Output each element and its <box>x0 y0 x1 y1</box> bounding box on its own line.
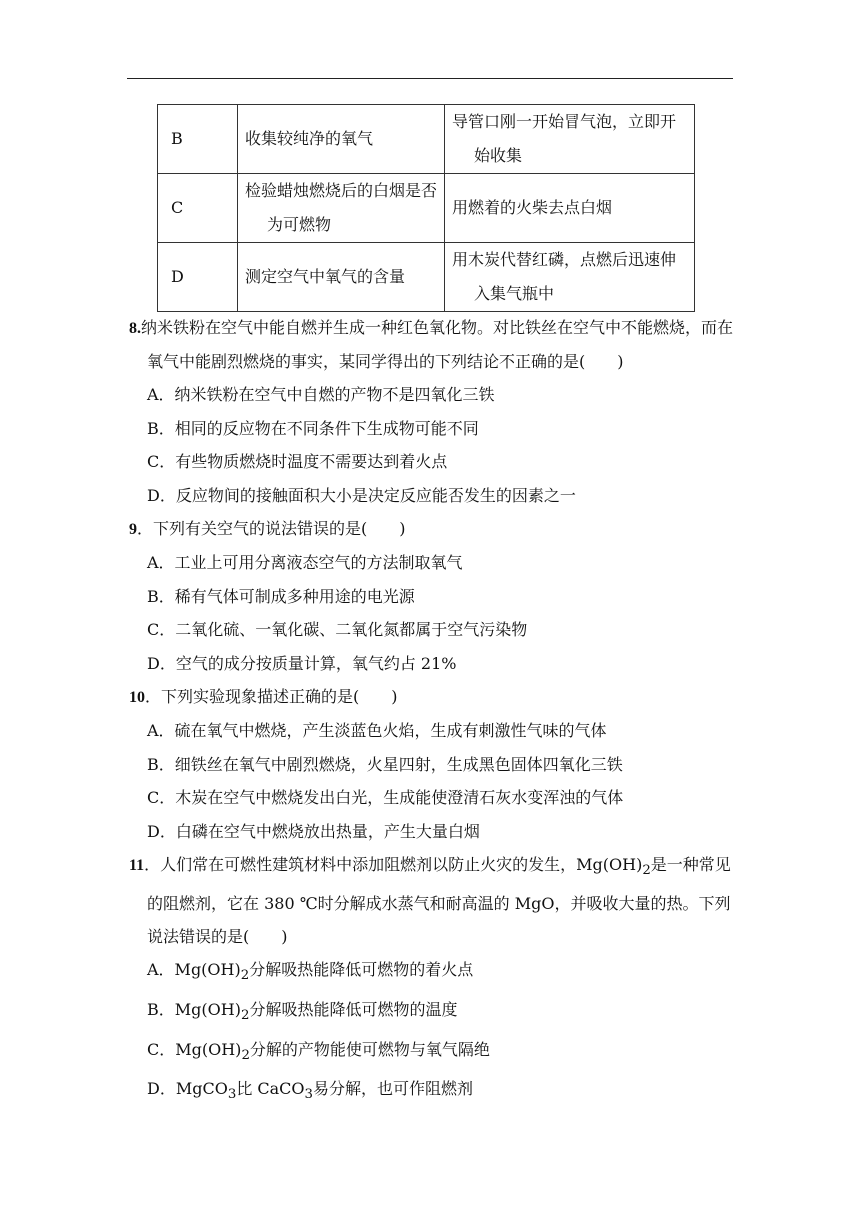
option-b: B．$Mg(OH)_2$分解吸热能降低可燃物的温度 <box>147 999 458 1024</box>
question-stem: 9．下列有关空气的说法错误的是( ) <box>129 519 406 538</box>
option-d: D．MgCO$_3$比 CaCO$_3$易分解，也可作阻燃剂 <box>147 1079 474 1103</box>
table-row <box>158 243 695 312</box>
table-row <box>158 105 695 174</box>
option-b: B．相同的反应物在不同条件下生成物可能不同 <box>147 418 479 438</box>
experiment-method: 用燃着的火柴去点白烟 <box>445 174 695 243</box>
question-stem: 8.纳米铁粉在空气中能自燃并生成一种红色氧化物。对比铁丝在空气中不能燃烧，而在氧气中能剧烈燃烧的事实，某同学得出的下列结论不正确的是( ) <box>129 318 734 371</box>
question-number: 11 <box>129 857 145 874</box>
option-c: C．$Mg(OH)_2$分解的产物能使可燃物与氧气隔绝 <box>147 1039 490 1063</box>
question-11 <box>129 848 741 1112</box>
table-row <box>158 174 695 243</box>
question-number: 10 <box>129 689 145 706</box>
option-a: A．纳米铁粉在空气中自燃的产物不是四氧化三铁 <box>147 385 495 404</box>
header-rule <box>127 78 733 79</box>
option-letter: B <box>158 105 238 174</box>
option-d: D．白磷在空气中燃烧放出热量，产生大量白烟 <box>147 821 480 841</box>
option-c: C．木炭在空气中燃烧发出白光，生成能使澄清石灰水变浑浊的气体 <box>147 788 624 807</box>
question-number: 8. <box>129 320 141 337</box>
experiment-options-table <box>157 104 695 312</box>
question-10 <box>129 680 741 848</box>
option-c: C．有些物质燃烧时温度不需要达到着火点 <box>147 452 448 471</box>
option-letter: D <box>158 243 238 312</box>
option-d: D．空气的成分按质量计算，氧气约占 21% <box>147 653 457 673</box>
question-list <box>129 311 741 1112</box>
question-8 <box>129 311 741 512</box>
option-d: D．反应物间的接触面积大小是决定反应能否发生的因素之一 <box>147 485 576 505</box>
question-stem: 10．下列实验现象描述正确的是( ) <box>129 687 398 706</box>
experiment-purpose: 收集较纯净的氧气 <box>238 105 445 174</box>
question-number: 9 <box>129 521 137 538</box>
question-stem: 11．人们常在可燃性建筑材料中添加阻燃剂以防止火灾的发生，$Mg(OH)_2$是一种常见的阻燃剂，它在 380 ℃时分解成水蒸气和耐高温的 MgO，并吸收大量的热。下列说法错误的是( ) <box>129 855 731 947</box>
option-c: C．二氧化硫、一氧化碳、二氧化氮都属于空气污染物 <box>147 620 528 639</box>
option-a: A．硫在氧气中燃烧，产生淡蓝色火焰，生成有刺激性气味的气体 <box>147 721 607 740</box>
option-b: B．细铁丝在氧气中剧烈燃烧，火星四射，生成黑色固体四氧化三铁 <box>147 754 623 774</box>
experiment-method: 用木炭代替红磷，点燃后迅速伸入集气瓶中 <box>445 243 695 312</box>
option-b: B．稀有气体可制成多种用途的电光源 <box>147 586 415 606</box>
experiment-purpose: 检验蜡烛燃烧后的白烟是否为可燃物 <box>238 174 445 243</box>
option-a: A．工业上可用分离液态空气的方法制取氧气 <box>147 553 463 572</box>
question-9 <box>129 512 741 680</box>
experiment-method: 导管口刚一开始冒气泡，立即开始收集 <box>445 105 695 174</box>
experiment-purpose: 测定空气中氧气的含量 <box>238 243 445 312</box>
option-a: A．$Mg(OH)_2$分解吸热能降低可燃物的着火点 <box>147 960 474 984</box>
option-letter: C <box>158 174 238 243</box>
